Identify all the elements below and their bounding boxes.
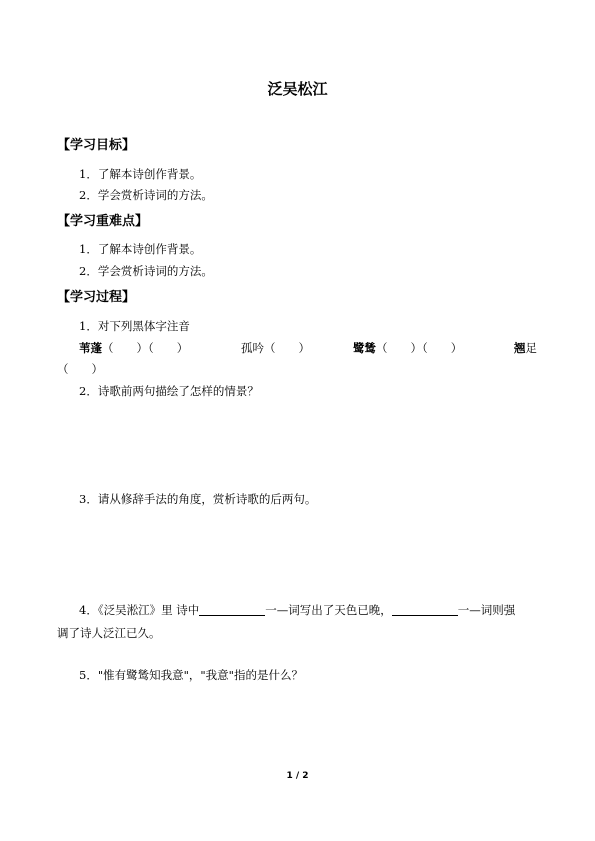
goal-item-1: 1．了解本诗创作背景。 — [79, 167, 202, 181]
pinyin-word-1 — [79, 340, 188, 356]
section-heading-goals: 【学习目标】 — [57, 138, 136, 153]
pinyin-word-2 — [241, 340, 310, 356]
pinyin-word-1-text: 苇蓬 — [79, 341, 102, 355]
pinyin-word-2-text: 孤吟 — [241, 341, 264, 355]
question-4-part3: 一—词则强 — [457, 603, 516, 617]
section-heading-key-points: 【学习重难点】 — [57, 214, 149, 229]
question-3: 3．请从修辞手法的角度，赏析诗歌的后两句。 — [79, 492, 317, 506]
question-5: 5．"惟有鹭鸶知我意"，"我意"指的是什么？ — [79, 668, 303, 682]
question-4-part2: 一—词写出了天色已晚， — [265, 603, 392, 617]
answer-blank-1[interactable] — [199, 603, 265, 616]
question-4-part1: 4．《泛吴淞江》里 诗中 — [79, 603, 200, 617]
pinyin-word-4-text: 翘 — [514, 341, 526, 355]
pinyin-word-1-blanks: （ ）（ ） — [102, 341, 189, 355]
pinyin-word-3 — [353, 340, 462, 356]
answer-blank-2[interactable] — [392, 603, 458, 616]
pinyin-word-4 — [514, 340, 537, 356]
page-number: 1 / 2 — [286, 771, 309, 781]
key-point-item-2: 2．学会赏析诗词的方法。 — [79, 264, 213, 278]
question-4-line2: 调了诗人泛江已久。 — [57, 626, 161, 640]
question-2: 2．诗歌前两句描绘了怎样的情景？ — [79, 384, 259, 398]
pinyin-word-3-text: 鹭鸶 — [353, 341, 376, 355]
question-1: 1．对下列黑体字注音 — [79, 319, 190, 333]
question-4 — [79, 602, 515, 618]
pinyin-word-3-blanks: （ ）（ ） — [376, 341, 463, 355]
pinyin-word-2-blanks: （ ） — [264, 341, 310, 355]
goal-item-2: 2．学会赏析诗词的方法。 — [79, 188, 213, 202]
pinyin-word-4-suffix: 足 — [525, 341, 537, 355]
section-heading-process: 【学习过程】 — [57, 290, 136, 305]
key-point-item-1: 1．了解本诗创作背景。 — [79, 242, 202, 256]
pinyin-word-4-blanks: （ ） — [57, 362, 103, 376]
page-title: 泛吴松江 — [267, 80, 328, 98]
